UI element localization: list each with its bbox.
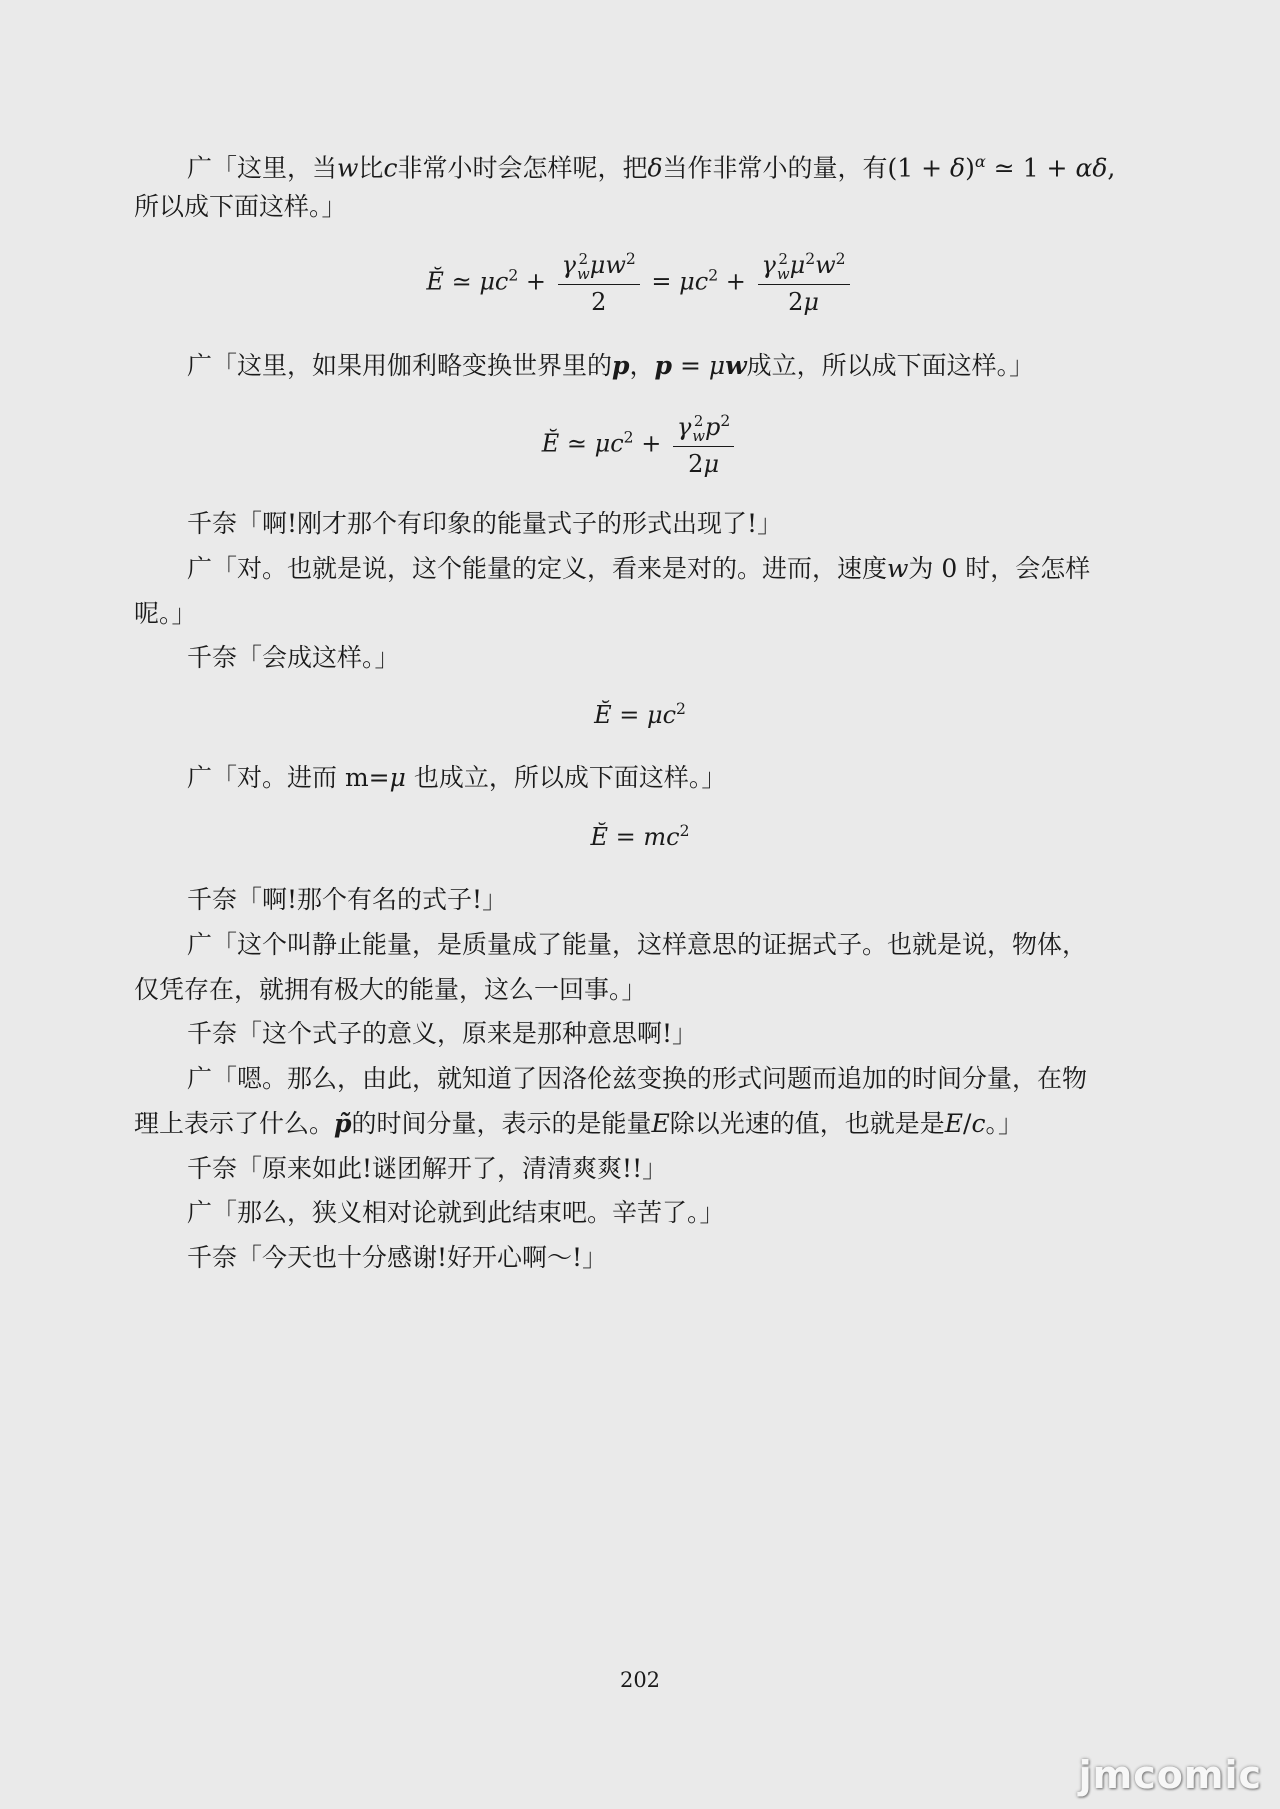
equation: Ĕ = $mc^2$ xyxy=(590,822,690,851)
paragraph-line: 呢。」 xyxy=(134,599,197,628)
page-number: 202 xyxy=(619,1668,661,1692)
equation: Ĕ = $\mu c^2$ xyxy=(594,700,686,729)
paragraph-line: 千奈「啊!刚才那个有印象的能量式子的形式出现了!」 xyxy=(187,509,783,538)
paragraph-line: 广「对。进而 m=μ 也成立，所以成下面这样。」 xyxy=(187,763,727,792)
equation: Ĕ ≃ $\mu c^2$ + γ 2 w $p^2$ 2μ xyxy=(134,412,1146,478)
paragraph-line: 所以成下面这样。」 xyxy=(134,192,347,221)
watermark-logo: jmcomic xyxy=(1078,1753,1262,1797)
paragraph-line: 广「这个叫静止能量，是质量成了能量，这样意思的证据式子。也就是说，物体， xyxy=(187,930,1088,959)
paragraph-line: 千奈「会成这样。」 xyxy=(187,643,400,672)
paragraph-line: 广「那么，狭义相对论就到此结束吧。辛苦了。」 xyxy=(187,1198,725,1227)
paragraph-line: 广「这里，当w比c非常小时会怎样呢，把δ当作非常小的量，有$(1 + \delta)^\alpha$ ≃ 1 + αδ, xyxy=(187,152,1116,183)
paragraph-line: 仅凭存在，就拥有极大的能量，这么一回事。」 xyxy=(134,975,647,1004)
paragraph-line: 理上表示了什么。p̃的时间分量，表示的是能量E除以光速的值，也就是是E/c。」 xyxy=(134,1109,1023,1138)
paragraph-line: 广「对。也就是说，这个能量的定义，看来是对的。进而，速度w为 0 时，会怎样 xyxy=(187,554,1091,583)
equation: Ĕ ≃ $\mu c^2$ + γ 2 w $\mu w^2$ 2 = $\mu c^2$ + γ 2 w $\mu^2w^2$ 2μ xyxy=(134,250,1146,316)
paragraph-line: 广「这里，如果用伽利略变换世界里的p，p = μw成立，所以成下面这样。」 xyxy=(187,351,1035,380)
paragraph-line: 千奈「原来如此!谜团解开了，清清爽爽!!」 xyxy=(187,1154,668,1183)
paragraph-line: 广「嗯。那么，由此，就知道了因洛伦兹变换的形式问题而追加的时间分量，在物 xyxy=(187,1064,1088,1093)
paragraph-line: 千奈「这个式子的意义，原来是那种意思啊!」 xyxy=(187,1019,698,1048)
paragraph-line: 千奈「今天也十分感谢!好开心啊～!」 xyxy=(187,1243,608,1272)
paragraph-line: 千奈「啊!那个有名的式子!」 xyxy=(187,885,508,914)
